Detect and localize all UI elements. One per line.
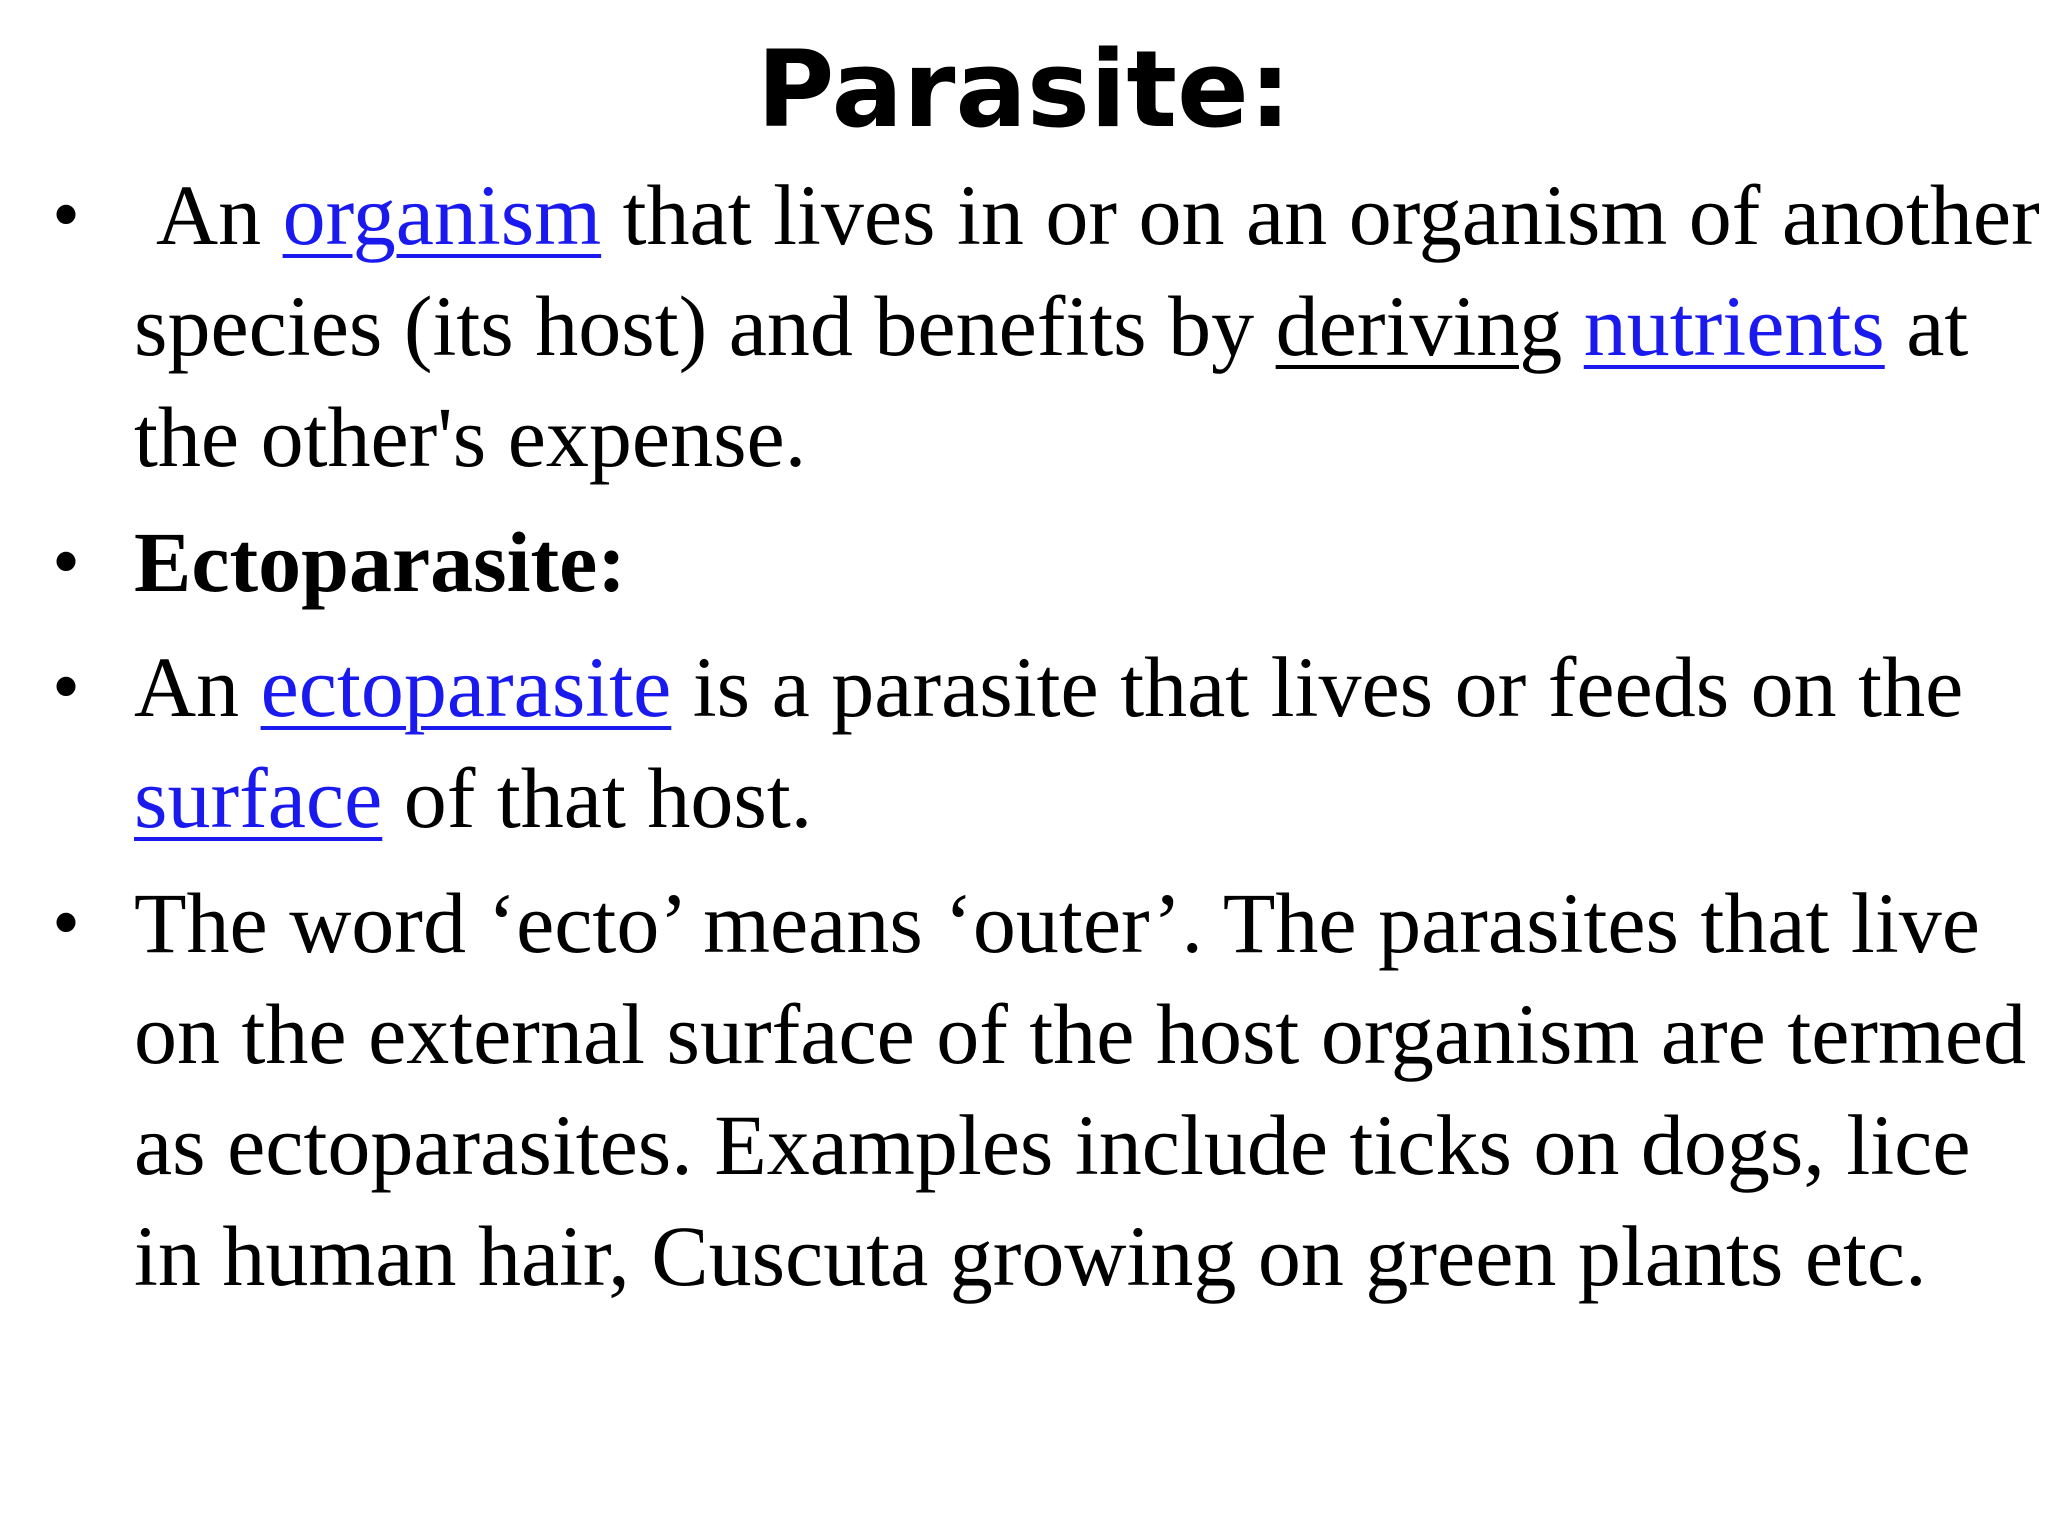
bullet-icon: • xyxy=(52,518,81,606)
bullet-lead-text: An xyxy=(156,167,262,263)
bullet-lead-text: An xyxy=(134,639,240,735)
ectoparasite-heading: Ectoparasite: xyxy=(134,514,626,610)
bullet-icon: • xyxy=(52,879,81,967)
bullet-item-ectoparasite-definition xyxy=(0,632,2048,854)
bullet-icon: • xyxy=(52,643,81,731)
bullet-tail-text: of that host. xyxy=(403,750,813,846)
ecto-meaning-text: The word ‘ecto’ means ‘outer’. The parasites that live on the external surface of the host organism are termed as ectoparasites. Examples include ticks on dogs, lice in human hair, Cuscuta growing on green plants etc. xyxy=(134,875,2027,1304)
deriving-underlined-text: deriving xyxy=(1275,278,1563,374)
organism-link[interactable]: organism xyxy=(282,167,602,263)
bullet-icon: • xyxy=(52,171,81,259)
bullet-item-ectoparasite-heading xyxy=(0,507,2048,618)
slide-title: Parasite: xyxy=(756,28,1292,151)
bullet-item-parasite-definition xyxy=(0,160,2048,493)
bullet-body-text: that lives in or on an organism of another species (its host) and benefits by xyxy=(134,167,2040,374)
bullet-body-text: is a parasite that lives or feeds on the xyxy=(692,639,1964,735)
bullet-list xyxy=(0,160,2048,1326)
surface-link[interactable]: surface xyxy=(134,750,383,846)
ectoparasite-link[interactable]: ectoparasite xyxy=(260,639,672,735)
bullet-tail-text: at the other's expense. xyxy=(134,278,1969,485)
nutrients-link[interactable]: nutrients xyxy=(1583,278,1885,374)
bullet-item-ecto-meaning xyxy=(0,868,2048,1312)
